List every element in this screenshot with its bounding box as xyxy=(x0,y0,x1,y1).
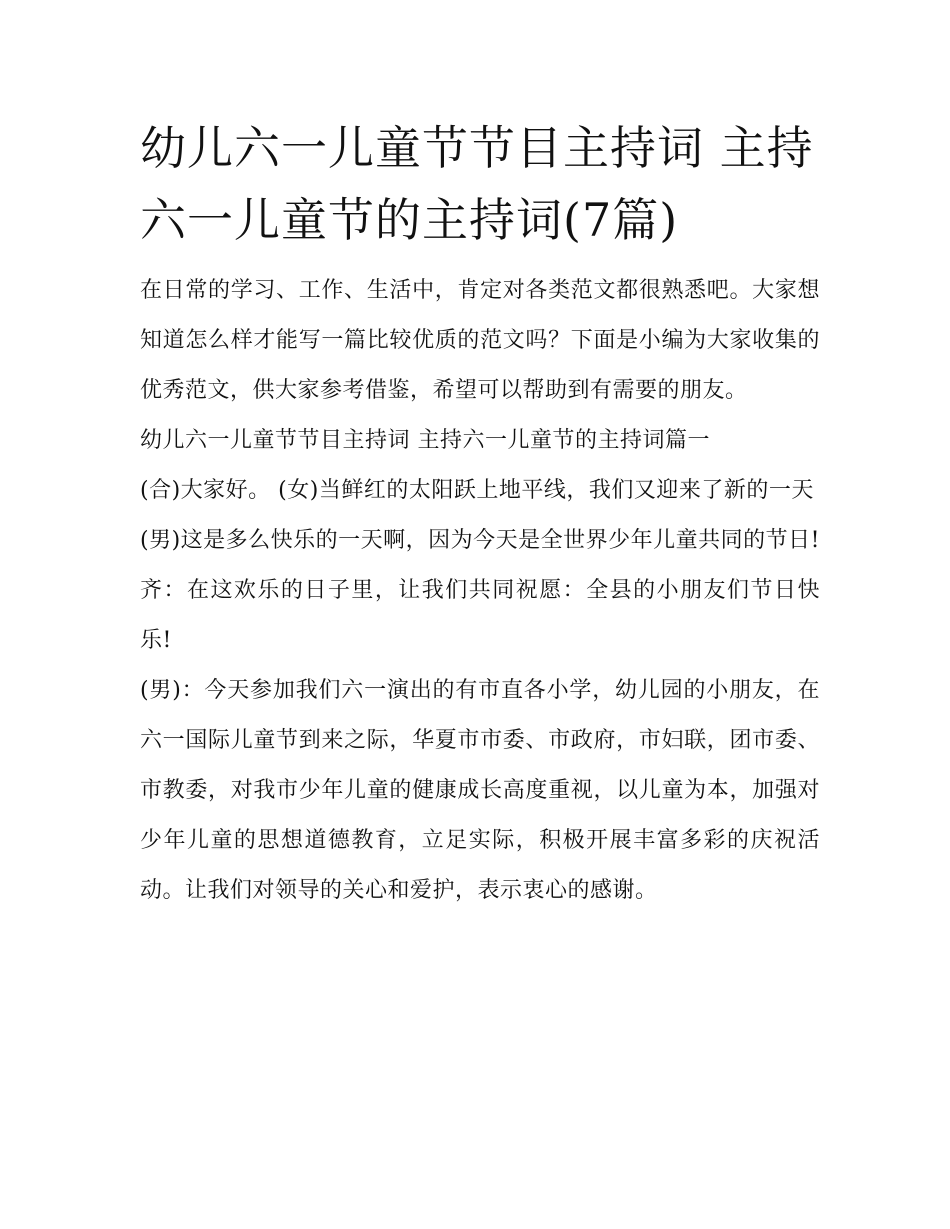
body-paragraph: (男)：今天参加我们六一演出的有市直各小学，幼儿园的小朋友，在六一国际儿童节到来之际，华夏市市委、市政府，市妇联，团市委、市教委，对我市少年儿童的健康成长高度重视，以儿童为本，加强对少年儿童的思想道德教育，立足实际，积极开展丰富多彩的庆祝活动。让我们对领导的关心和爱护，表示衷心的感谢。 xyxy=(140,678,820,903)
section-heading: 幼儿六一儿童节节目主持词 主持六一儿童节的主持词篇一 xyxy=(140,428,710,453)
body-paragraph: (男)这是多么快乐的一天啊，因为今天是全世界少年儿童共同的节日! 齐：在这欢乐的日子里，让我们共同祝愿：全县的小朋友们节日快乐! xyxy=(140,528,821,653)
body-paragraph: (合)大家好。 (女)当鲜红的太阳跃上地平线，我们又迎来了新的一天 xyxy=(140,478,814,503)
document-title: 幼儿六一儿童节节目主持词 主持六一儿童节的主持词(7篇) xyxy=(140,121,814,247)
document-page xyxy=(140,112,820,916)
intro-paragraph: 在日常的学习、工作、生活中，肯定对各类范文都很熟悉吧。大家想知道怎么样才能写一篇比较优质的范文吗？下面是小编为大家收集的优秀范文，供大家参考借鉴，希望可以帮助到有需要的朋友。 xyxy=(140,278,820,403)
